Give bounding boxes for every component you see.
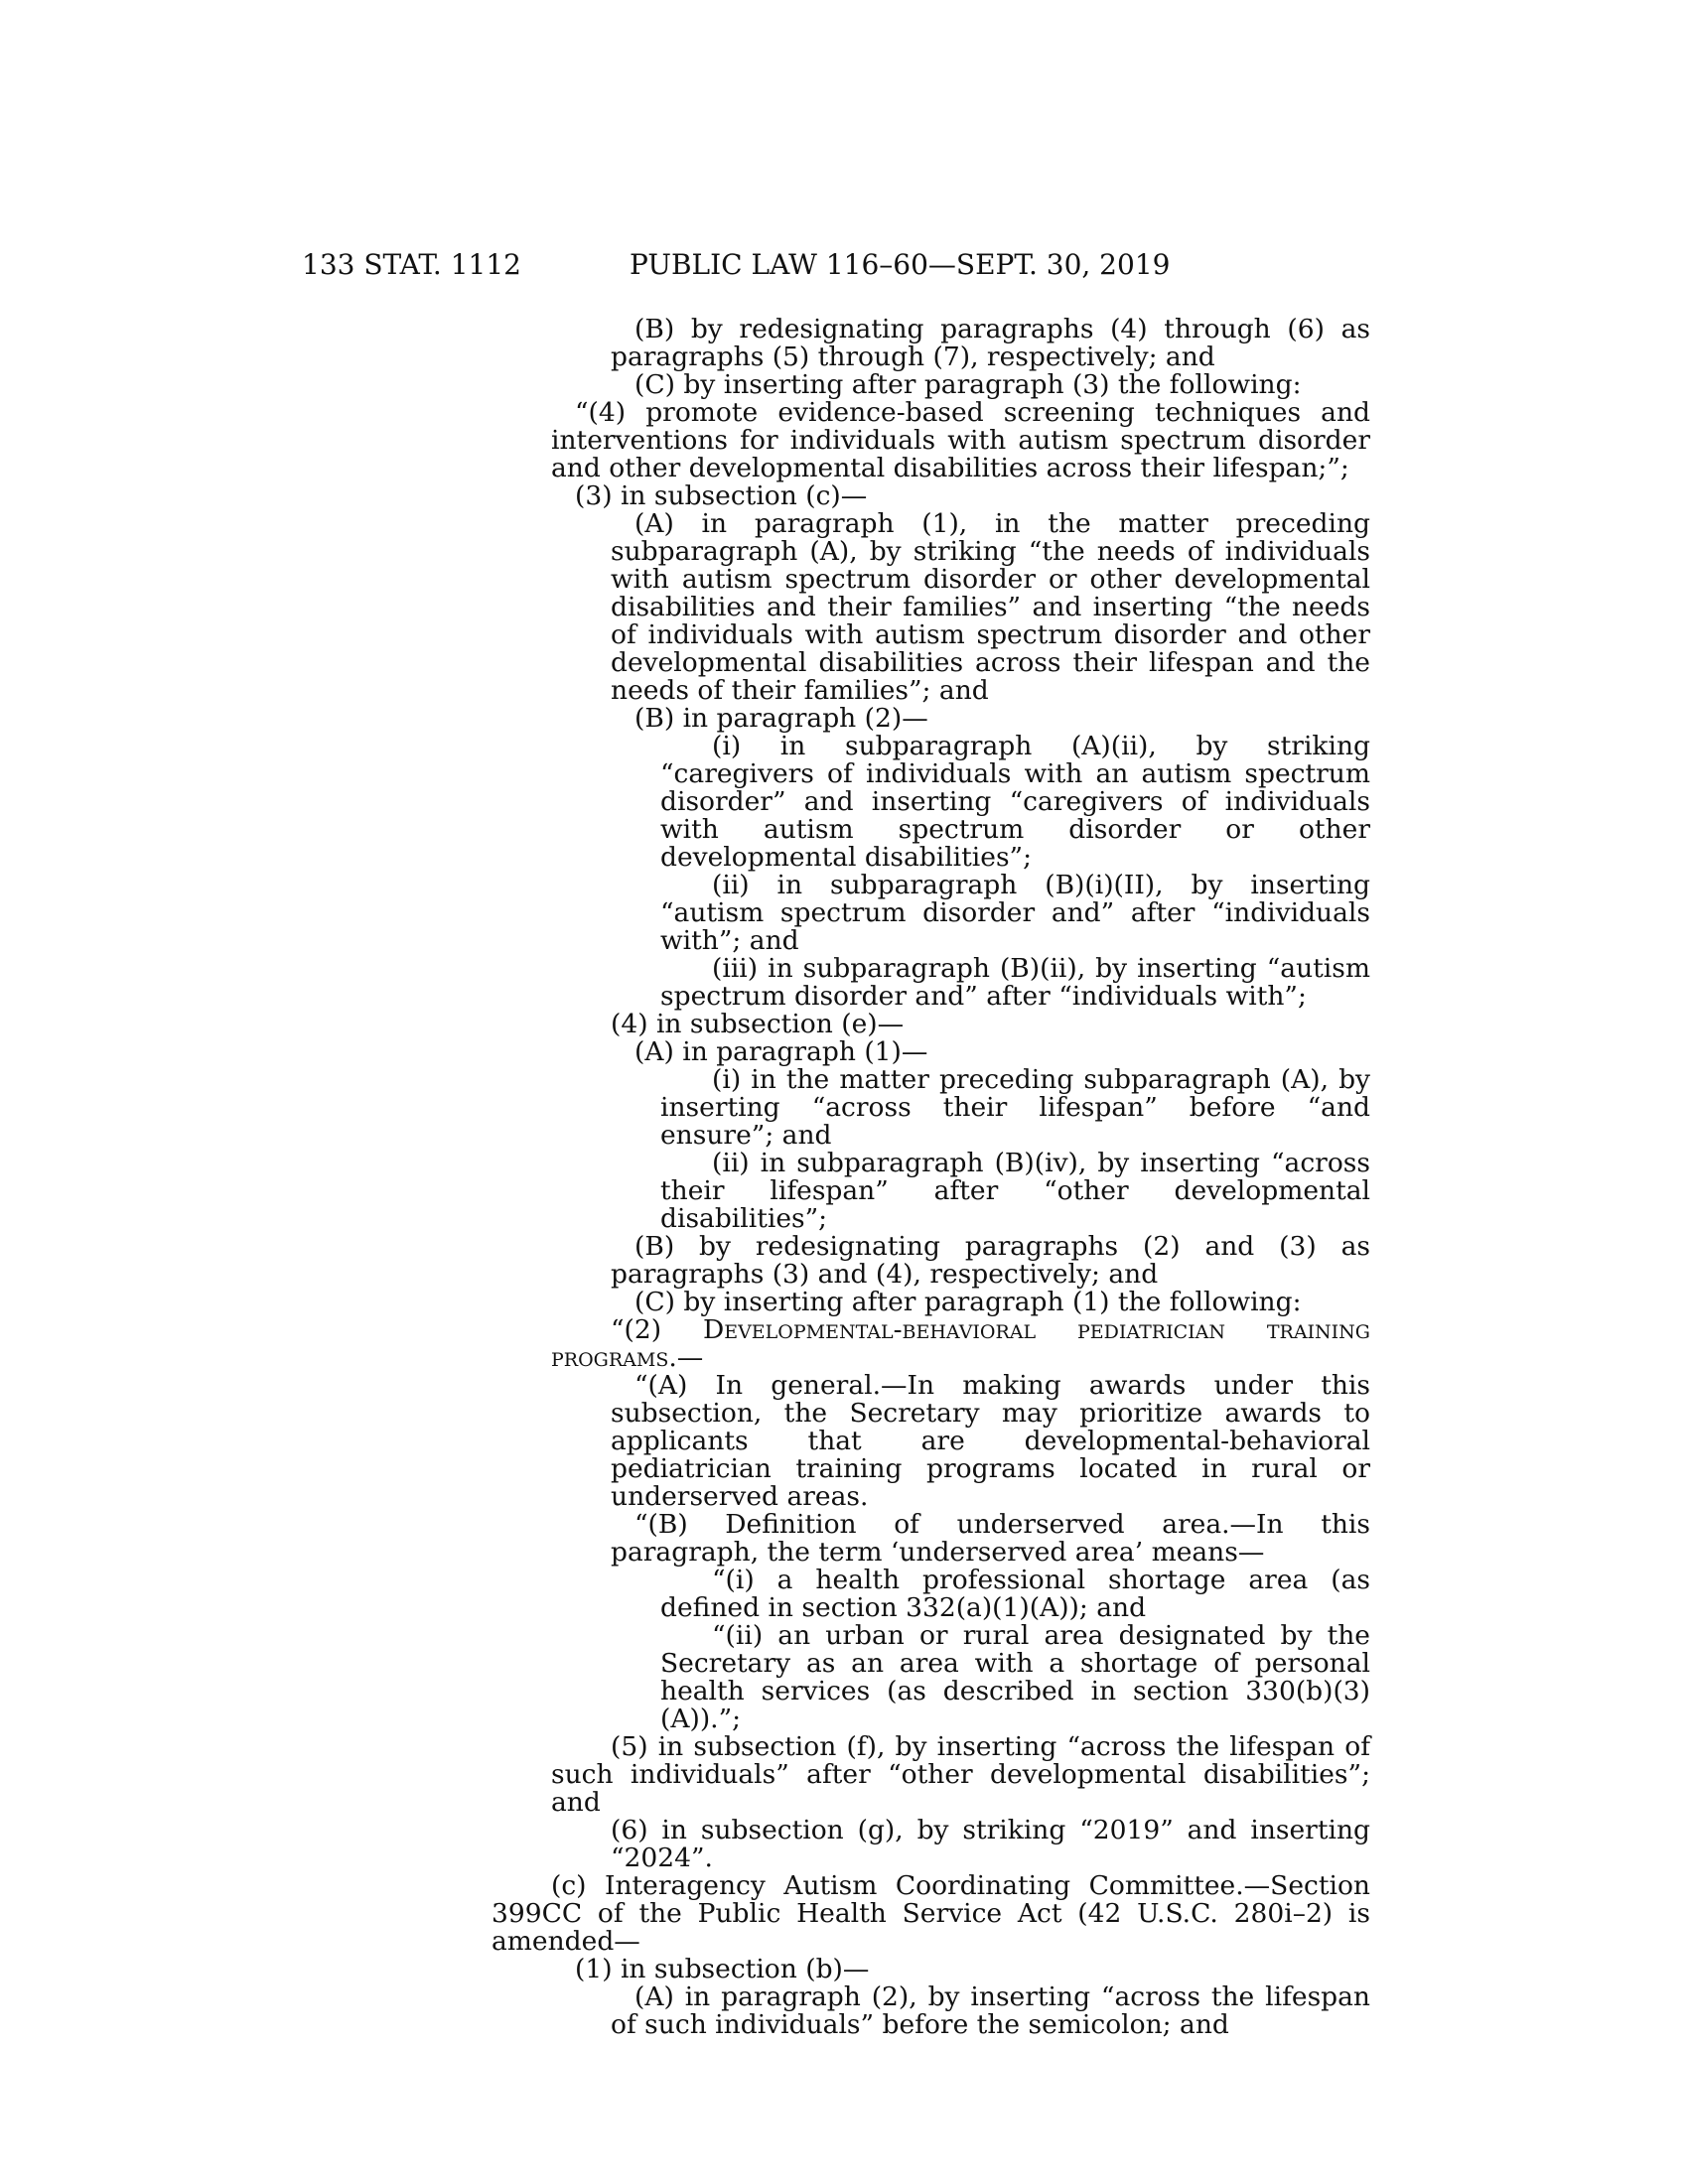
paragraph: (C) by inserting after paragraph (3) the following:	[634, 369, 1302, 400]
paragraph: (B) by redesignating paragraphs (4) through (6) as paragraphs (5) through (7), respectively; and	[611, 314, 1370, 372]
paragraph: (c) Interagency Autism Coordinating Committee.—Section 399CC of the Public Health Service Act (42 U.S.C. 280i–2) is amended—	[492, 1870, 1370, 1957]
paragraph: (C) by inserting after paragraph (1) the following:	[634, 1287, 1302, 1317]
paragraph: (iii) in subparagraph (B)(ii), by inserting “autism spectrum disorder and” after “individuals with”;	[660, 953, 1370, 1012]
statute-reference: 133 STAT. 1112	[302, 248, 521, 281]
paragraph: (i) in subparagraph (A)(ii), by striking “caregivers of individuals with an autism spectrum disorder” and inserting “caregivers of individuals with autism spectrum disorder or other developmental disabilities”;	[660, 731, 1370, 873]
paragraph: “(2) Developmental-behavioral pediatrician training programs.—	[551, 1314, 1370, 1373]
paragraph: (ii) in subparagraph (B)(i)(II), by inserting “autism spectrum disorder and” after “individuals with”; and	[660, 870, 1370, 956]
paragraph: “(A) In general.—In making awards under this subsection, the Secretary may prioritize awards to applicants that are developmental-behavioral pediatrician training programs located in rural or underserved areas.	[611, 1370, 1370, 1512]
paragraph: (A) in paragraph (2), by inserting “across the lifespan of such individuals” before the semicolon; and	[611, 1981, 1370, 2040]
paragraph: (6) in subsection (g), by striking “2019” and inserting “2024”.	[611, 1815, 1370, 1873]
paragraph: “(i) a health professional shortage area (as defined in section 332(a)(1)(A)); and	[660, 1565, 1370, 1623]
law-title: PUBLIC LAW 116–60—SEPT. 30, 2019	[630, 248, 1171, 281]
paragraph: (3) in subsection (c)—	[575, 480, 868, 511]
paragraph: “(B) Definition of underserved area.—In this paragraph, the term ‘underserved area’ means—	[611, 1509, 1370, 1568]
paragraph: (5) in subsection (f), by inserting “across the lifespan of such individuals” after “other developmental disabilities”; and	[551, 1731, 1370, 1818]
page-header	[302, 248, 1374, 288]
paragraph: “(4) promote evidence-based screening techniques and interventions for individuals with autism spectrum disorder and other developmental disabilities across their lifespan;”;	[551, 397, 1370, 483]
body-text	[492, 314, 1370, 2040]
paragraph: (A) in paragraph (1), in the matter preceding subparagraph (A), by striking “the needs of individuals with autism spectrum disorder or other developmental disabilities and their families” and inserting “the needs of individuals with autism spectrum disorder and other developmental disabilities across their lifespan and the needs of their families”; and	[611, 508, 1370, 706]
paragraph: “(ii) an urban or rural area designated by the Secretary as an area with a shortage of personal health services (as described in section 330(b)(3)(A)).”;	[660, 1620, 1370, 1734]
paragraph: (B) by redesignating paragraphs (2) and (3) as paragraphs (3) and (4), respectively; and	[611, 1231, 1370, 1290]
paragraph: (A) in paragraph (1)—	[634, 1036, 928, 1067]
paragraph: (1) in subsection (b)—	[575, 1954, 870, 1984]
paragraph: (B) in paragraph (2)—	[634, 703, 928, 734]
paragraph: (i) in the matter preceding subparagraph (A), by inserting “across their lifespan” before “and ensure”; and	[660, 1064, 1370, 1151]
paragraph: (4) in subsection (e)—	[611, 1009, 905, 1039]
paragraph: (ii) in subparagraph (B)(iv), by inserting “across their lifespan” after “other developmental disabilities”;	[660, 1148, 1370, 1234]
